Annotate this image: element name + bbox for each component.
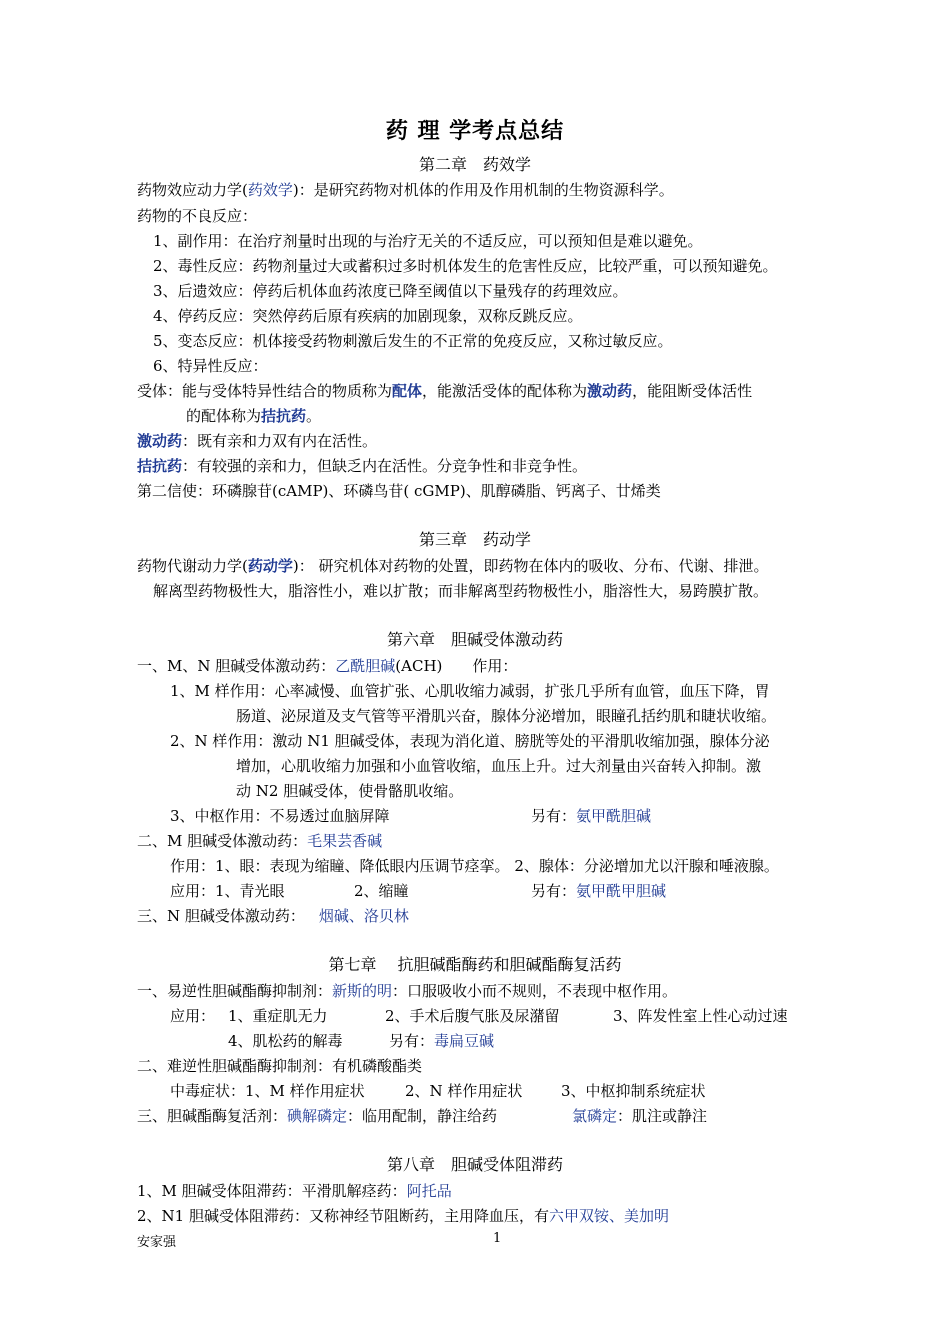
footer-author: 安家强: [137, 1235, 177, 1250]
adverse-item: 1、副作用：在治疗剂量时出现的与治疗无关的不适反应，可以预知但是难以避免。: [153, 232, 703, 250]
chapter-2-heading: 第二章 药效学: [418, 155, 531, 174]
poison-symptoms-label: 中毒症状：: [170, 1082, 246, 1100]
chapter-6-heading: 第六章 胆碱受体激动药: [386, 630, 563, 649]
chapter-7-heading: 第七章 抗胆碱酯酶药和胆碱酯酶复活药: [328, 955, 622, 974]
pharmacodynamics-definition: 药物效应动力学(药效学)：是研究药物对机体的作用及作用机制的生物资源科学。: [137, 181, 674, 199]
n-effect-line: 2、N 样作用：激动 N1 胆碱受体，表现为消化道、膀胱等处的平滑肌收缩加强，腺体分泌: [170, 732, 770, 750]
reversible-inhibitor-section: 一、易逆性胆碱酯酶抑制剂：新斯的明：口服吸收小而不规则，不表现中枢作用。: [137, 982, 678, 1000]
n-effect-line: 动 N2 胆碱受体，使骨骼肌收缩。: [236, 782, 464, 800]
adverse-item: 3、后遗效应：停药后机体血药浓度已降至阈值以下量残存的药理效应。: [153, 282, 628, 300]
also-drug-line: 另有：毒扁豆碱: [389, 1032, 495, 1050]
use-label: 应用：: [170, 1007, 216, 1025]
drug-mecamylamine: 美加明: [624, 1207, 670, 1225]
pilocarpine-effect: 作用：1、眼：表现为缩瞳、降低眼内压调节痉挛。 2、腺体：分泌增加尤以汗腺和唾液腺。: [170, 857, 779, 875]
term-antagonist: 拮抗药: [261, 407, 307, 425]
drug-bethanechol: 氨甲酰甲胆碱: [576, 882, 667, 900]
term-pharmacokinetics: 药动学: [247, 557, 293, 575]
antagonist-definition: 拮抗药：有较强的亲和力，但缺乏内在活性。分竞争性和非竞争性。: [137, 457, 588, 475]
adverse-item: 4、停药反应：突然停药后原有疾病的加剧现象，双称反跳反应。: [153, 307, 583, 325]
pharmacokinetics-definition: 药物代谢动力学(药动学)： 研究机体对药物的处置，即药物在体内的吸收、分布、代谢、排泄。: [137, 557, 769, 575]
neostigmine-use: 3、阵发性室上性心动过速: [613, 1007, 788, 1025]
n-agonist-section: 三、N 胆碱受体激动药： 烟碱、洛贝林: [137, 907, 409, 925]
drug-acetylcholine: 乙酰胆碱: [335, 657, 396, 675]
mn-agonist-section: 一、M、N 胆碱受体激动药：乙酰胆碱(ACH) 作用：: [137, 657, 518, 675]
term-ligand: 配体: [392, 382, 423, 400]
neostigmine-use: 1、重症肌无力: [228, 1007, 328, 1025]
also-drug-line: 另有：氨甲酰甲胆碱: [531, 882, 667, 900]
receptor-definition-cont: 的配体称为拮抗药。: [186, 407, 322, 425]
second-messenger: 第二信使：环磷腺苷(cAMP)、环磷鸟苷( cGMP)、肌醇磷脂、钙离子、廿烯类: [137, 482, 661, 500]
pilocarpine-use-2: 2、缩瞳: [354, 882, 409, 900]
receptor-definition: 受体：能与受体特异性结合的物质称为配体，能激活受体的配体称为激动药，能阻断受体活性: [137, 382, 753, 400]
pilocarpine-use-1: 应用：1、青光眼: [170, 882, 285, 900]
n-effect-line: 增加，心肌收缩力加强和小血管收缩，血压上升。过大剂量由兴奋转入抑制。激: [236, 757, 762, 775]
irreversible-inhibitor-section: 二、难逆性胆碱酯酶抑制剂：有机磷酸酯类: [137, 1057, 423, 1075]
agonist-definition: 激动药：既有亲和力双有内在活性。: [137, 432, 378, 450]
reactivator-section: 三、胆碱酯酶复活剂：碘解磷定：临用配制，静注给药: [137, 1107, 498, 1125]
document-title: 药 理 学考点总结: [385, 118, 565, 144]
drug-neostigmine: 新斯的明: [332, 982, 393, 1000]
n1-blocker-line: 2、N1 胆碱受体阻滞药：又称神经节阻断药，主用降血压，有六甲双铵、美加明: [137, 1207, 670, 1225]
ionization-note: 解离型药物极性大，脂溶性小，难以扩散；而非解离型药物极性小，脂溶性大，易跨膜扩散。: [153, 582, 769, 600]
drug-pilocarpine: 毛果芸香碱: [307, 832, 383, 850]
adverse-item: 2、毒性反应：药物剂量过大或蓄积过多时机体发生的危害性反应，比较严重，可以预知避免。: [153, 257, 778, 275]
reactivator-section-2: 氯磷定：肌注或静注: [572, 1107, 708, 1125]
m-blocker-line: 1、M 胆碱受体阻滞药：平滑肌解痉药：阿托品: [137, 1182, 452, 1200]
poison-symptom: 3、中枢抑制系统症状: [561, 1082, 706, 1100]
central-effect: 3、中枢作用：不易透过血脑屏障: [170, 807, 390, 825]
poison-symptom: 1、M 样作用症状: [245, 1082, 365, 1100]
page-number: 1: [493, 1231, 502, 1246]
adverse-item: 6、特异性反应：: [153, 357, 268, 375]
drug-physostigmine: 毒扁豆碱: [434, 1032, 495, 1050]
adverse-item: 5、变态反应：机体接受药物刺激后发生的不正常的免疫反应，又称过敏反应。: [153, 332, 673, 350]
poison-symptom: 2、N 样作用症状: [405, 1082, 523, 1100]
chapter-8-heading: 第八章 胆碱受体阻滞药: [386, 1155, 563, 1174]
drug-pralidoxime-chloride: 氯磷定: [572, 1107, 618, 1125]
neostigmine-use: 4、肌松药的解毒: [228, 1032, 343, 1050]
drug-carbachol: 氨甲酰胆碱: [576, 807, 652, 825]
drug-atropine: 阿托品: [406, 1182, 452, 1200]
drug-pralidoxime-iodide: 碘解磷定: [287, 1107, 348, 1125]
neostigmine-use: 2、手术后腹气胀及尿潴留: [385, 1007, 560, 1025]
term-agonist: 激动药: [587, 382, 633, 400]
chapter-3-heading: 第三章 药动学: [418, 530, 531, 549]
also-drug-line: 另有：氨甲酰胆碱: [531, 807, 652, 825]
m-effect-line: 1、M 样作用：心率减慢、血管扩张、心肌收缩力减弱，扩张几乎所有血管，血压下降，胃: [170, 682, 770, 700]
drug-nicotine-lobeline: 烟碱、洛贝林: [318, 907, 409, 925]
m-effect-line: 肠道、泌尿道及支气管等平滑肌兴奋，腺体分泌增加，眼瞳孔括约肌和睫状收缩。: [236, 707, 777, 725]
drug-hexamethonium: 六甲双铵: [548, 1207, 609, 1225]
term-pharmacodynamics: 药效学: [247, 181, 293, 199]
m-agonist-section: 二、M 胆碱受体激动药：毛果芸香碱: [137, 832, 383, 850]
adverse-reactions-heading: 药物的不良反应：: [137, 207, 258, 225]
